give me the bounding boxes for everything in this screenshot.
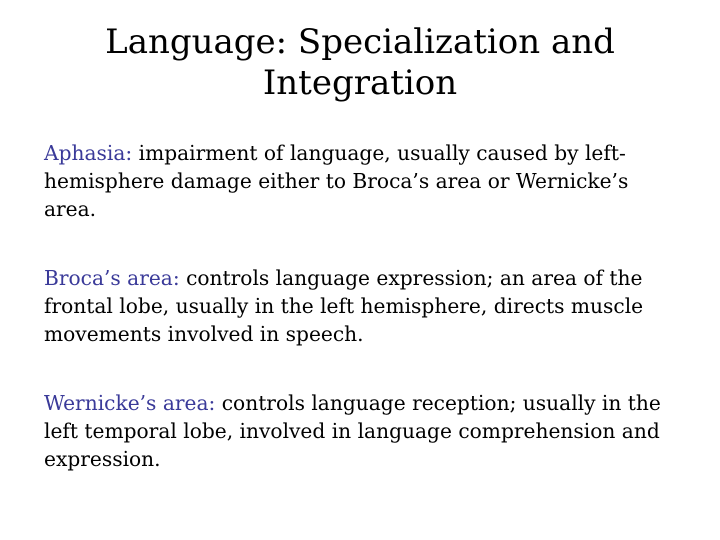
definition-wernickes-area <box>44 389 684 473</box>
definition-text-aphasia: impairment of language, usually caused by left-hemisphere damage either to Broca’s area or Wernicke’s area. <box>44 141 629 221</box>
definition-list <box>44 139 684 514</box>
definition-text-brocas-area: controls language expression; an area of the frontal lobe, usually in the left hemisphere, directs muscle movements involved in speech. <box>44 266 644 346</box>
definition-text-wernickes-area: controls language reception; usually in the left temporal lobe, involved in language comprehension and expression. <box>44 391 661 471</box>
definition-brocas-area <box>44 264 684 348</box>
term-aphasia: Aphasia: <box>44 141 133 165</box>
slide-title <box>40 22 680 104</box>
title-line-1: Language: Specialization and <box>105 22 615 62</box>
title-line-2: Integration <box>262 63 458 103</box>
term-wernickes-area: Wernicke’s area: <box>44 391 216 415</box>
definition-aphasia <box>44 139 684 223</box>
term-brocas-area: Broca’s area: <box>44 266 180 290</box>
